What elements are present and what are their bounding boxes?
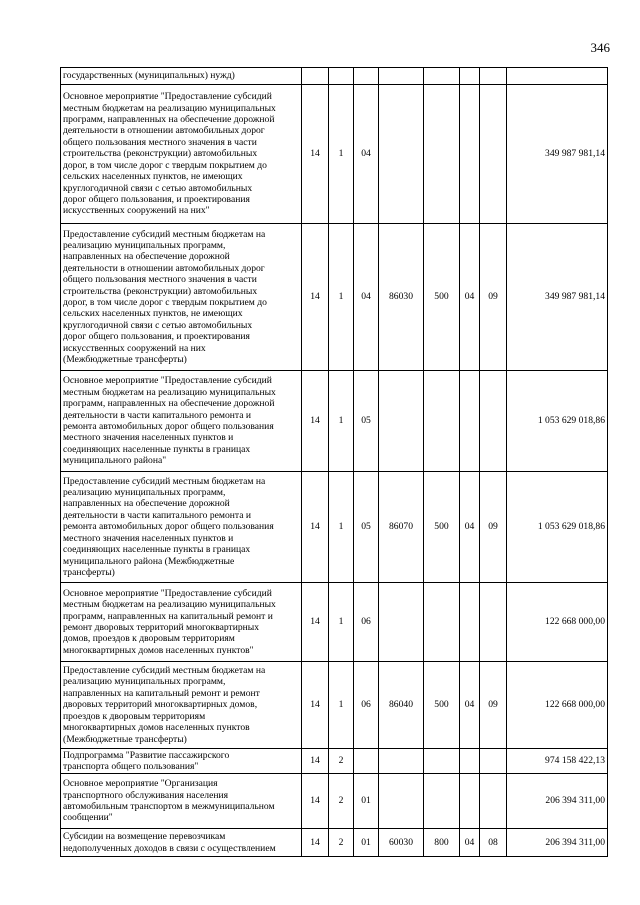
row-code-2: 1 xyxy=(329,224,354,371)
row-code-6 xyxy=(460,749,480,774)
row-code-6 xyxy=(460,85,480,224)
row-code-1: 14 xyxy=(302,371,329,472)
row-amount: 1 053 629 018,86 xyxy=(507,371,608,472)
row-code-5: 800 xyxy=(424,829,460,857)
row-code-4 xyxy=(379,774,424,829)
row-description: Субсидии на возмещение перевозчикам недополученных доходов в связи с осуществлением xyxy=(61,829,302,857)
row-code-6 xyxy=(460,583,480,662)
table-row xyxy=(61,829,608,857)
row-amount: 974 158 422,13 xyxy=(507,749,608,774)
row-code-6 xyxy=(460,371,480,472)
row-amount: 1 053 629 018,86 xyxy=(507,472,608,583)
row-description: Подпрограмма "Развитие пассажирского транспорта общего пользования" xyxy=(61,749,302,774)
row-code-7: 08 xyxy=(480,829,507,857)
row-code-3: 05 xyxy=(354,472,379,583)
row-code-3: 06 xyxy=(354,583,379,662)
row-code-7: 09 xyxy=(480,472,507,583)
row-code-4 xyxy=(379,371,424,472)
row-description: Основное мероприятие "Предоставление субсидий местным бюджетам на реализацию муниципальных программ, направленных на обеспечение дорожной деятельности в отношении автомобильных дорог общего пользования местного значения в части строительства (реконструкции) автомобильных дорог, в том числе дорог с твердым покрытием до сельских населенных пунктов, не имеющих круглогодичной связи с сетью автомобильных дорог общего пользования, и проектирования искусственных сооружений на них" xyxy=(61,85,302,224)
row-code-6 xyxy=(460,68,480,85)
row-code-1: 14 xyxy=(302,774,329,829)
row-code-1: 14 xyxy=(302,583,329,662)
row-amount xyxy=(507,68,608,85)
row-description: государственных (муниципальных) нужд) xyxy=(61,68,302,85)
row-code-1 xyxy=(302,68,329,85)
row-code-3: 01 xyxy=(354,829,379,857)
row-description: Основное мероприятие "Организация транспортного обслуживания населения автомобильным транспортом в межмуниципальном сообщении" xyxy=(61,774,302,829)
table-row xyxy=(61,583,608,662)
row-code-1: 14 xyxy=(302,224,329,371)
row-code-4: 60030 xyxy=(379,829,424,857)
row-amount: 349 987 981,14 xyxy=(507,85,608,224)
row-code-1: 14 xyxy=(302,85,329,224)
row-code-7 xyxy=(480,774,507,829)
row-code-2: 1 xyxy=(329,371,354,472)
row-code-2: 1 xyxy=(329,472,354,583)
row-code-6 xyxy=(460,774,480,829)
table-row xyxy=(61,371,608,472)
row-code-5: 500 xyxy=(424,224,460,371)
row-code-6: 04 xyxy=(460,662,480,749)
row-code-7 xyxy=(480,68,507,85)
row-code-4 xyxy=(379,583,424,662)
row-code-3: 01 xyxy=(354,774,379,829)
row-code-4: 86040 xyxy=(379,662,424,749)
table-row xyxy=(61,749,608,774)
row-code-4 xyxy=(379,68,424,85)
table-row xyxy=(61,85,608,224)
row-code-3: 04 xyxy=(354,85,379,224)
table-row xyxy=(61,472,608,583)
row-code-1: 14 xyxy=(302,749,329,774)
row-code-1: 14 xyxy=(302,472,329,583)
row-code-5 xyxy=(424,749,460,774)
table-row xyxy=(61,68,608,85)
row-code-4 xyxy=(379,749,424,774)
row-code-3: 04 xyxy=(354,224,379,371)
row-description: Основное мероприятие "Предоставление субсидий местным бюджетам на реализацию муниципальных программ, направленных на обеспечение дорожной деятельности в части капитального ремонта и ремонта автомобильных дорог общего пользования местного значения населенных пунктов и соединяющих населенные пункты в границах муниципального района" xyxy=(61,371,302,472)
row-amount: 122 668 000,00 xyxy=(507,583,608,662)
row-code-7: 09 xyxy=(480,224,507,371)
row-code-2: 1 xyxy=(329,662,354,749)
row-description: Предоставление субсидий местным бюджетам на реализацию муниципальных программ, направленных на капитальный ремонт и ремонт дворовых территорий многоквартирных домов, проездов к дворовым территориям многоквартирных домов населенных пунктов (Межбюджетные трансферты) xyxy=(61,662,302,749)
row-code-1: 14 xyxy=(302,829,329,857)
row-code-5 xyxy=(424,583,460,662)
row-code-7: 09 xyxy=(480,662,507,749)
row-description: Предоставление субсидий местным бюджетам на реализацию муниципальных программ, направленных на обеспечение дорожной деятельности в отношении автомобильных дорог общего пользования местного значения в части строительства (реконструкции) автомобильных дорог, в том числе дорог с твердым покрытием до сельских населенных пунктов, не имеющих круглогодичной связи с сетью автомобильных дорог общего пользования, и проектирования искусственных сооружений на них (Межбюджетные трансферты) xyxy=(61,224,302,371)
row-code-4: 86070 xyxy=(379,472,424,583)
row-code-3: 06 xyxy=(354,662,379,749)
row-code-3: 05 xyxy=(354,371,379,472)
row-code-6: 04 xyxy=(460,829,480,857)
row-code-4: 86030 xyxy=(379,224,424,371)
row-code-2: 2 xyxy=(329,829,354,857)
row-amount: 206 394 311,00 xyxy=(507,829,608,857)
page-number: 346 xyxy=(590,40,610,55)
row-code-5 xyxy=(424,371,460,472)
row-amount: 206 394 311,00 xyxy=(507,774,608,829)
row-code-1: 14 xyxy=(302,662,329,749)
table-row xyxy=(61,224,608,371)
row-code-7 xyxy=(480,371,507,472)
row-amount: 122 668 000,00 xyxy=(507,662,608,749)
row-code-2: 2 xyxy=(329,774,354,829)
row-code-5 xyxy=(424,68,460,85)
row-code-5: 500 xyxy=(424,472,460,583)
row-code-5: 500 xyxy=(424,662,460,749)
table-row xyxy=(61,774,608,829)
row-code-6: 04 xyxy=(460,472,480,583)
row-code-7 xyxy=(480,749,507,774)
row-code-3 xyxy=(354,749,379,774)
row-code-5 xyxy=(424,774,460,829)
row-code-2: 1 xyxy=(329,583,354,662)
row-description: Основное мероприятие "Предоставление субсидий местным бюджетам на реализацию муниципальных программ, направленных на капитальный ремонт и ремонт дворовых территорий многоквартирных домов, проездов к дворовым территориям многоквартирных домов населенных пунктов" xyxy=(61,583,302,662)
table-row xyxy=(61,662,608,749)
row-code-3 xyxy=(354,68,379,85)
row-code-5 xyxy=(424,85,460,224)
row-code-4 xyxy=(379,85,424,224)
row-code-7 xyxy=(480,583,507,662)
budget-table xyxy=(60,67,608,857)
row-code-6: 04 xyxy=(460,224,480,371)
row-code-2: 1 xyxy=(329,85,354,224)
row-code-2: 2 xyxy=(329,749,354,774)
row-description: Предоставление субсидий местным бюджетам на реализацию муниципальных программ, направленных на обеспечение дорожной деятельности в части капитального ремонта и ремонта автомобильных дорог общего пользования местного значения населенных пунктов и соединяющих населенные пункты в границах муниципального района (Межбюджетные трансферты) xyxy=(61,472,302,583)
row-code-7 xyxy=(480,85,507,224)
row-amount: 349 987 981,14 xyxy=(507,224,608,371)
row-code-2 xyxy=(329,68,354,85)
